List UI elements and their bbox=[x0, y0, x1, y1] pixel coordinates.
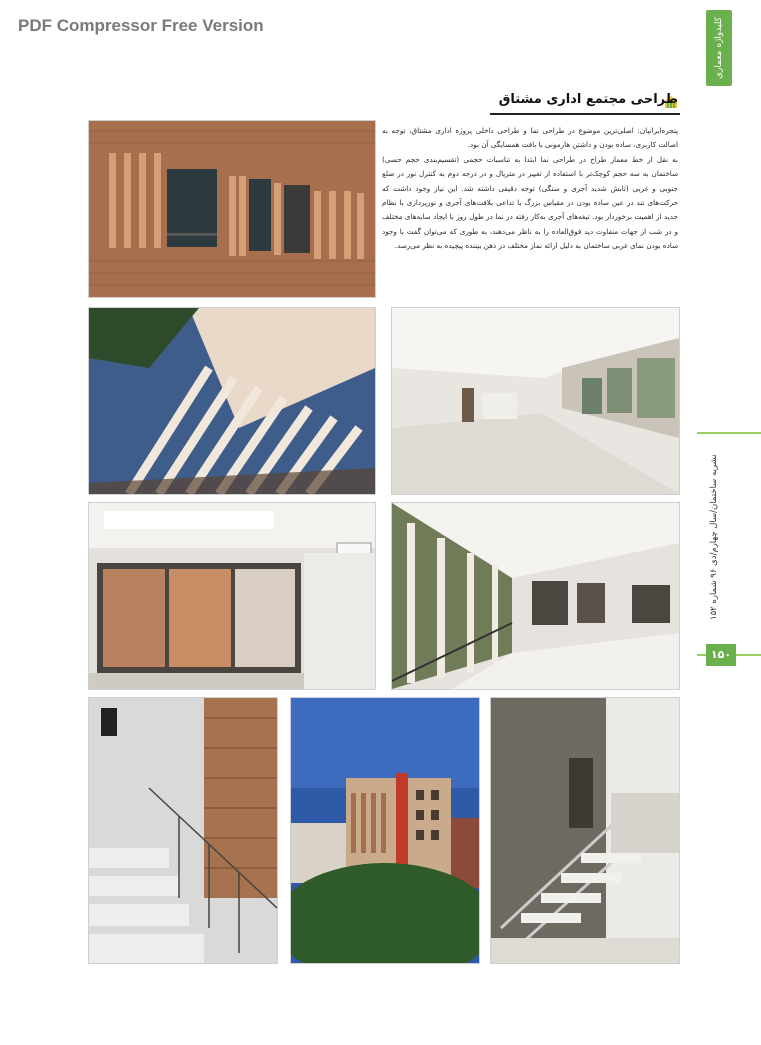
side-caption: نشریه ساختمان/سال چهارم/دی ۹۶ شماره ۱۵۲ bbox=[709, 454, 719, 620]
photo-stairwell bbox=[88, 697, 278, 964]
photo-room-sliding-window bbox=[88, 502, 376, 690]
article-body bbox=[382, 124, 678, 298]
watermark: PDF Compressor Free Version bbox=[18, 16, 264, 35]
photo-concrete-staircase bbox=[490, 697, 680, 964]
section-tab-label: کلیدواژه معماری bbox=[714, 17, 724, 79]
photo-building-exterior bbox=[290, 697, 480, 964]
section-tab bbox=[706, 10, 732, 86]
page-number: ۱۵۰ bbox=[706, 644, 736, 666]
title-underline bbox=[490, 113, 680, 115]
paragraph-2: به نقل از خط معمار طراح در طراحی نما ابتدا به تناسبات حجمی (تقسیم‌بندی حجم حسی) ساختمان به سه حجم کوچک‌تر با استفاده از تغییر در متریال و در درجه دوم به کنترل نور در ضلع جنوبی و غربی (تابش شدید آجری و سنگی) توجه دقیقی داشته شد. این نیاز وجود داشت که حرکت‌های تند در عین ساده بودن در مقیاس بزرگ با تداعی بلافت‌های آجری و نورپردازی با نظام جدید از اهمیت برخوردار بود. تیغه‌های آجری به‌کار رفته در نما در طول روز با ایجاد سایه‌های مختلف و در شب از جهات متفاوت دید فوق‌العاده را به ناظر می‌دهند، به طوری که می‌توان گفت با وجود ساده بودن نمای غربی ساختمان به دلیل ارائه نماز مختلف در ذهن بیننده پیچیده به نظر می‌رسد. bbox=[382, 154, 678, 251]
photo-white-interior bbox=[391, 307, 680, 495]
side-divider bbox=[697, 432, 761, 434]
photo-brick-facade bbox=[88, 120, 376, 298]
photo-corridor bbox=[391, 502, 680, 690]
paragraph-1: پنجره‌ایرانیان: اصلی‌ترین موضوع در طراحی نما و طراحی داخلی پروژه اداری مشتاق، توجه به اصالت کاربری، ساده بودن و داشتن هارمونی با بافت همسایگی آن بود. bbox=[382, 126, 678, 150]
photo-louvers-sky bbox=[88, 307, 376, 495]
article-title: طراحی مجتمع اداری مشتاق bbox=[498, 92, 678, 107]
